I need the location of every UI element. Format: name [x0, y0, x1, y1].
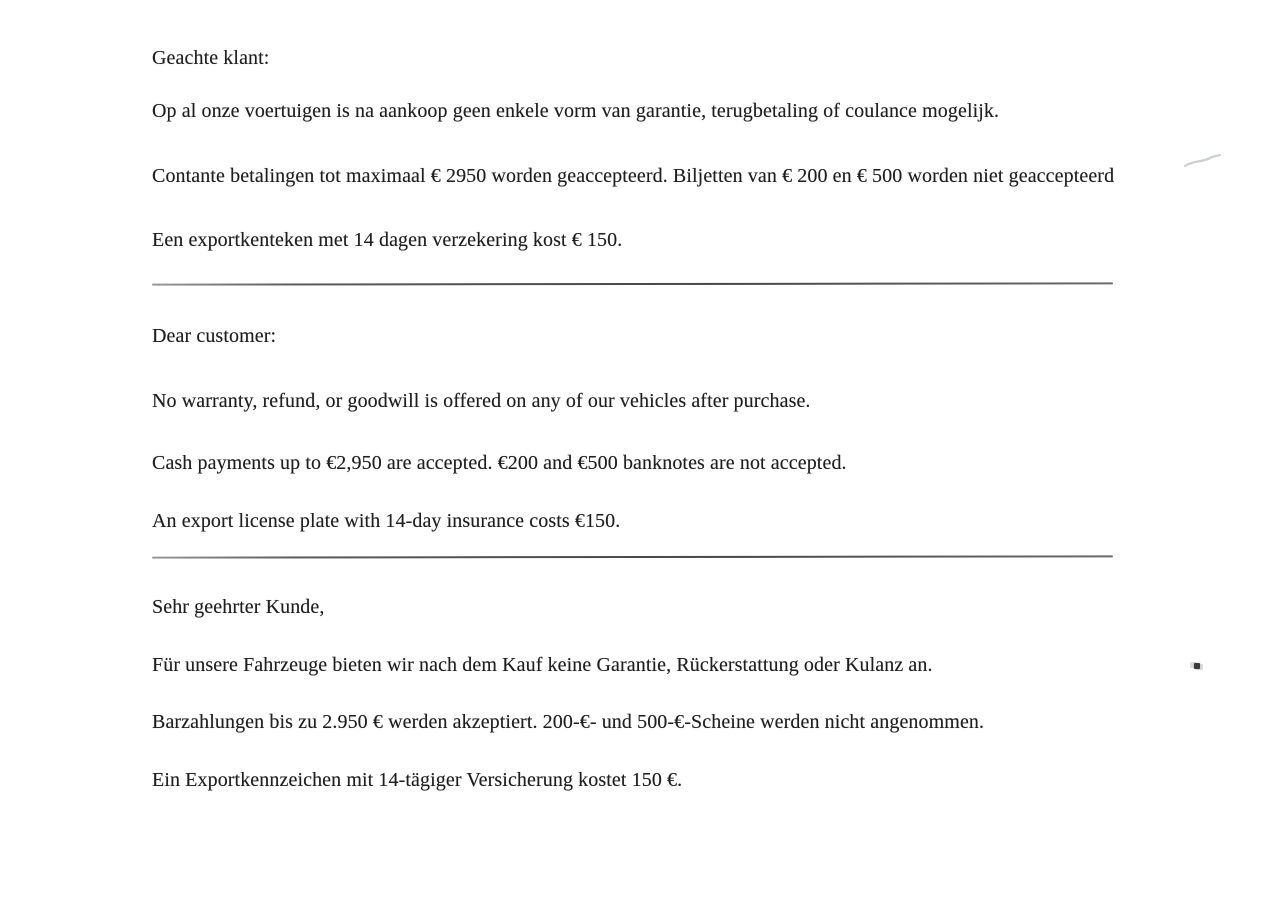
section-divider-rule	[152, 282, 1113, 285]
english-export-plate-notice: An export license plate with 14-day insurance costs €150.	[152, 510, 621, 532]
english-warranty-notice: No warranty, refund, or goodwill is offered on any of our vehicles after purchase.	[152, 390, 811, 412]
german-export-plate-notice: Ein Exportkennzeichen mit 14-tägiger Versicherung kostet 150 €.	[152, 769, 683, 791]
german-warranty-notice: Für unsere Fahrzeuge bieten wir nach dem Kauf keine Garantie, Rückerstattung oder Kulanz an.	[152, 654, 933, 676]
german-greeting: Sehr geehrter Kunde,	[152, 596, 325, 618]
english-greeting: Dear customer:	[152, 325, 277, 347]
dutch-cash-payment-notice: Contante betalingen tot maximaal € 2950 worden geaccepteerd. Biljetten van € 200 en € 500 worden niet geaccepteerd	[152, 165, 1115, 187]
pen-mark-artifact	[1182, 146, 1230, 174]
ink-speck-artifact	[1194, 663, 1200, 669]
dutch-export-plate-notice: Een exportkenteken met 14 dagen verzekering kost € 150.	[152, 229, 623, 251]
dutch-greeting: Geachte klant:	[152, 47, 270, 69]
section-divider-rule	[152, 555, 1113, 558]
english-cash-payment-notice: Cash payments up to €2,950 are accepted. €200 and €500 banknotes are not accepted.	[152, 452, 847, 474]
dutch-warranty-notice: Op al onze voertuigen is na aankoop geen enkele vorm van garantie, terugbetaling of coulance mogelijk.	[152, 100, 1000, 122]
german-cash-payment-notice: Barzahlungen bis zu 2.950 € werden akzeptiert. 200-€- und 500-€-Scheine werden nicht angenommen.	[152, 711, 985, 733]
